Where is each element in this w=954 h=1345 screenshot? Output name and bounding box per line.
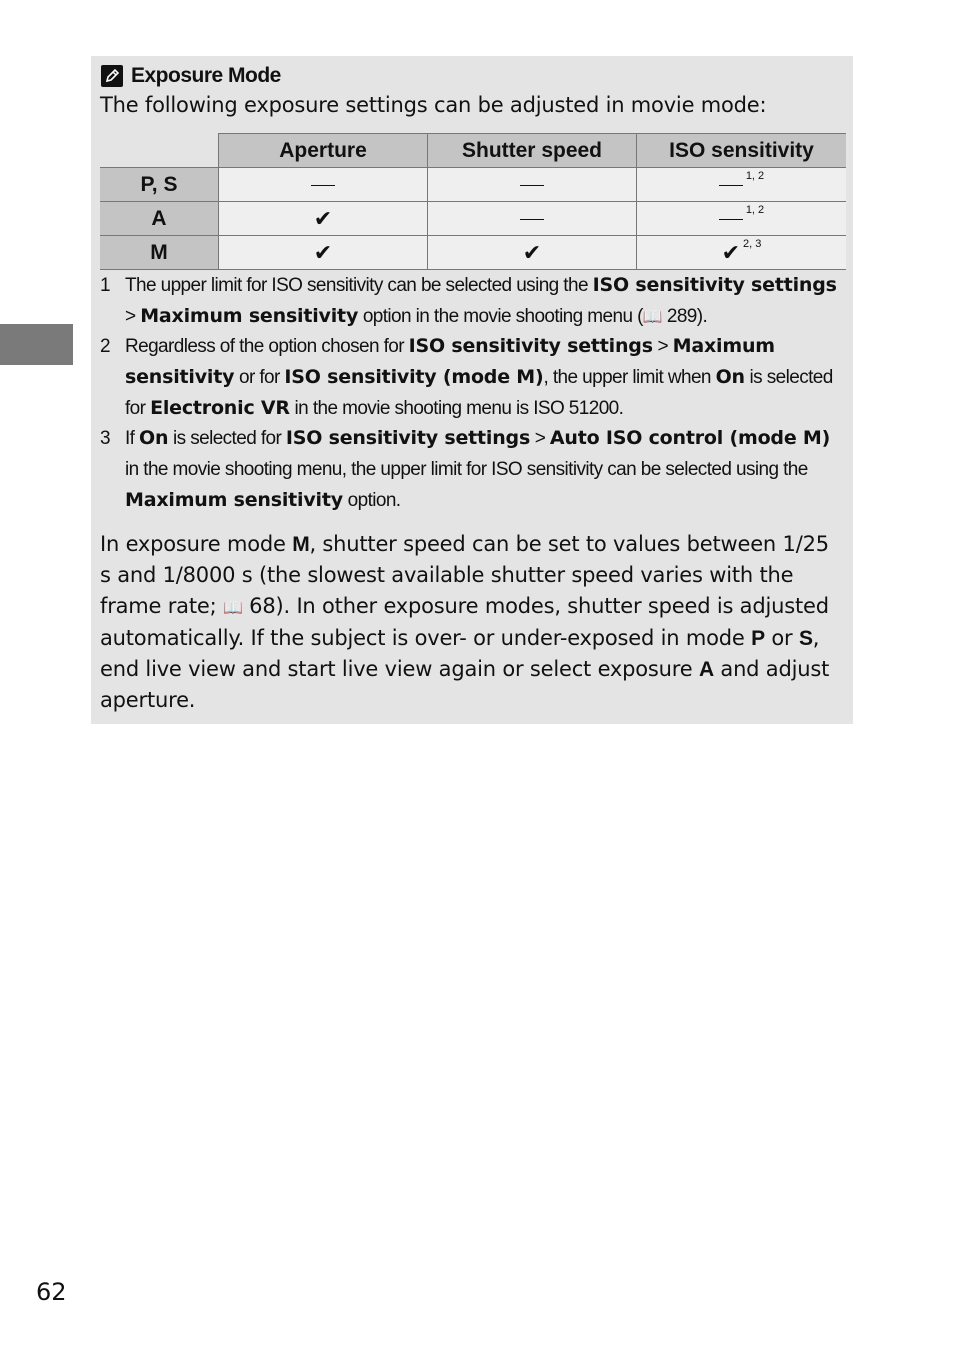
dash-mark — [719, 219, 743, 220]
footnote-2: 2 Regardless of the option chosen for ISO sensitivity settings > Maximum sensitivity or for ISO sensitivity (mode M), the upper limit when On is selected for Electronic VR in the movie shooting menu is ISO 51200. — [100, 331, 845, 424]
col-header-iso: ISO sensitivity — [637, 134, 847, 168]
body-paragraph: In exposure mode M, shutter speed can be set to values between 1/25 s and 1/8000 s (the slowest available shutter speed varies with the frame rate; 📖 68). In other exposure modes, shutter speed is adjusted automatically. If the subject is over- or under-exposed in mode P or S, end live view and start live view again or select exposure A and adjust aperture. — [100, 532, 830, 712]
footnote-ref: 1, 2 — [745, 169, 765, 182]
row-header: A — [100, 202, 219, 236]
table-row — [100, 236, 846, 270]
note-title: Exposure Mode — [131, 64, 281, 87]
dash-mark — [311, 185, 335, 186]
footnote-number: 2 — [100, 336, 110, 357]
checkmark-icon: ✔ — [522, 239, 542, 265]
note-intro: The following exposure settings can be adjusted in movie mode: — [100, 93, 767, 117]
cell-shutter — [428, 202, 637, 236]
cell-aperture — [219, 168, 428, 202]
cell-shutter — [428, 236, 637, 270]
book-icon: 📖 — [642, 309, 663, 326]
cell-shutter — [428, 168, 637, 202]
cell-iso — [637, 236, 847, 270]
cell-iso — [637, 168, 847, 202]
checkmark-icon: ✔ — [313, 239, 333, 265]
cell-aperture — [219, 236, 428, 270]
footnote-number: 1 — [100, 275, 110, 296]
page-number: 62 — [36, 1278, 67, 1306]
note-header — [101, 64, 281, 88]
corner-cell — [100, 134, 219, 168]
footnote-number: 3 — [100, 428, 110, 449]
dash-mark — [520, 185, 544, 186]
section-tab — [0, 324, 73, 365]
col-header-shutter: Shutter speed — [428, 134, 637, 168]
exposure-table — [100, 133, 846, 270]
checkmark-icon: ✔ — [313, 205, 333, 231]
cell-aperture — [219, 202, 428, 236]
checkmark-icon: ✔ — [721, 239, 741, 265]
table-row — [100, 168, 846, 202]
cell-iso — [637, 202, 847, 236]
table-row — [100, 202, 846, 236]
dash-mark — [520, 219, 544, 220]
col-header-aperture: Aperture — [219, 134, 428, 168]
book-icon: 📖 — [222, 598, 243, 617]
footnote-1: 1 The upper limit for ISO sensitivity can be selected using the ISO sensitivity settings > Maximum sensitivity option in the movie shooting menu (📖 289). — [100, 270, 845, 333]
row-header: P, S — [100, 168, 219, 202]
footnote-3: 3 If On is selected for ISO sensitivity settings > Auto ISO control (mode M) in the movie shooting menu, the upper limit for ISO sensitivity can be selected using the Maximum sensitivity option. — [100, 423, 845, 516]
footnote-ref: 1, 2 — [745, 203, 765, 216]
dash-mark — [719, 185, 743, 186]
row-header: M — [100, 236, 219, 270]
pencil-icon — [101, 65, 123, 87]
footnote-ref: 2, 3 — [743, 237, 762, 250]
